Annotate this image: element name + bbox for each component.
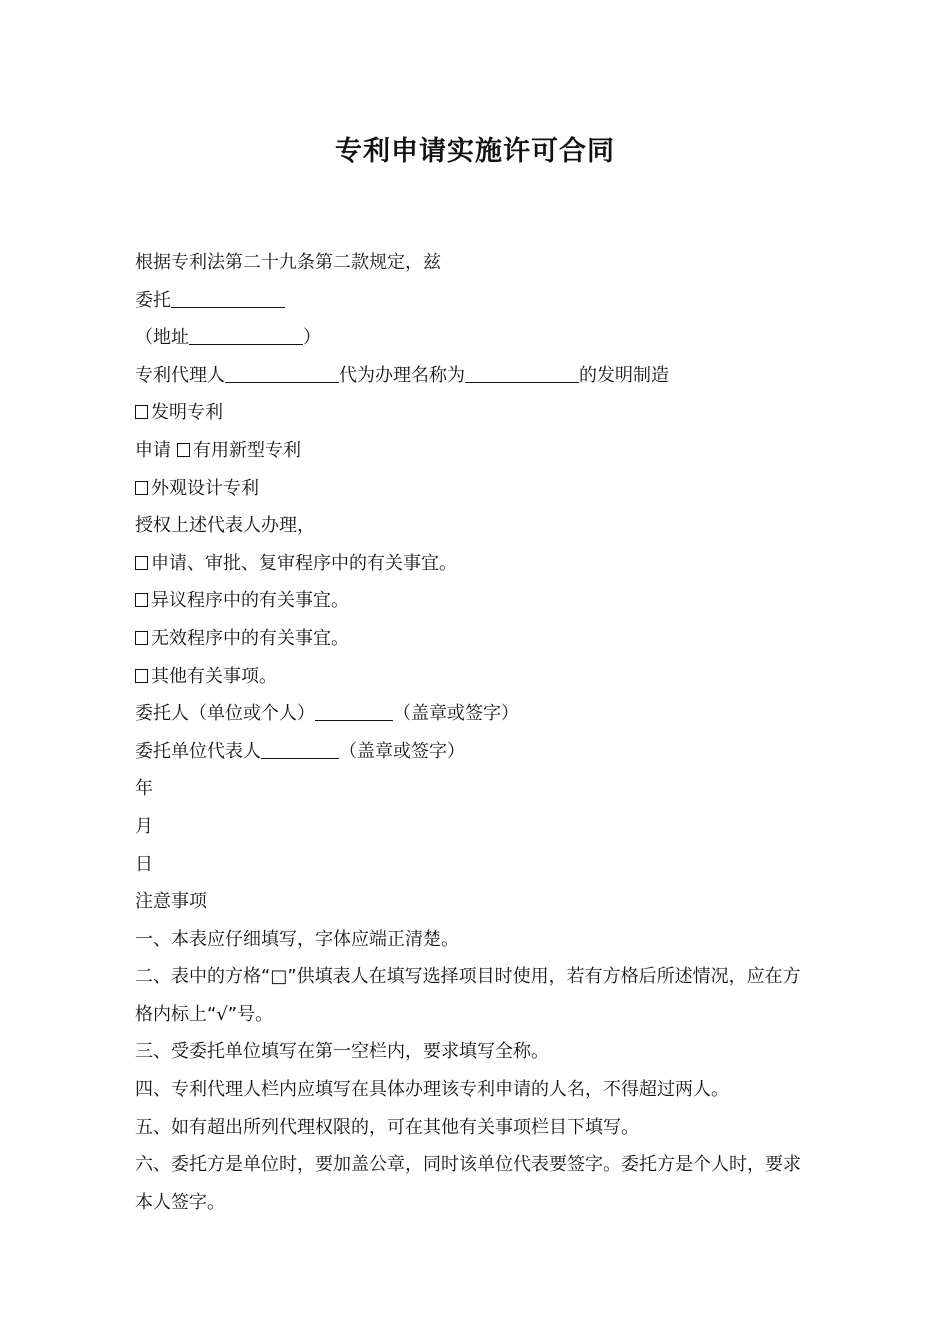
note-item: 六、委托方是单位时，要加盖公章，同时该单位代表要签字。委托方是个人时，要求本人签字。 xyxy=(135,1154,801,1213)
item-invalid-line xyxy=(135,620,815,658)
checkbox-objection[interactable] xyxy=(135,593,148,607)
year-label: 年 xyxy=(135,778,153,800)
address-line xyxy=(135,319,815,357)
note-item: 一、本表应仔细填写，字体应端正清楚。 xyxy=(135,928,459,950)
checkbox-invention[interactable] xyxy=(135,405,148,419)
agent-prefix: 专利代理人 xyxy=(135,364,225,386)
day-label: 日 xyxy=(135,853,153,875)
invention-name-field[interactable] xyxy=(465,362,579,383)
authorize-line: 授权上述代表人办理， xyxy=(135,515,315,537)
rep-seal: （盖章或签字） xyxy=(339,740,465,762)
item-apply-line xyxy=(135,545,815,583)
type-invention-label: 发明专利 xyxy=(151,402,223,424)
address-field[interactable] xyxy=(189,324,303,345)
type-design-line xyxy=(135,470,815,508)
client-signature-field[interactable] xyxy=(315,700,393,721)
client-line xyxy=(135,695,815,733)
month-label: 月 xyxy=(135,815,153,837)
entrust-line xyxy=(135,282,815,320)
rep-line xyxy=(135,733,815,771)
notes-heading: 注意事项 xyxy=(135,891,207,913)
agent-middle: 代为办理名称为 xyxy=(339,364,465,386)
checkbox-other[interactable] xyxy=(135,669,148,683)
document-body xyxy=(135,244,815,1221)
note-item: 二、表中的方格“□”供填表人在填写选择项目时使用，若有方格后所述情况，应在方格内标上“√”号。 xyxy=(135,966,801,1025)
entrust-label: 委托 xyxy=(135,289,171,311)
note-item: 四、专利代理人栏内应填写在具体办理该专利申请的人名，不得超过两人。 xyxy=(135,1079,729,1101)
agent-line xyxy=(135,357,815,395)
type-invention-line xyxy=(135,394,815,432)
agent-suffix: 的发明制造 xyxy=(579,364,669,386)
note-item: 三、受委托单位填写在第一空栏内，要求填写全称。 xyxy=(135,1041,549,1063)
checkbox-invalid[interactable] xyxy=(135,631,148,645)
client-label: 委托人（单位或个人） xyxy=(135,703,315,725)
rep-signature-field[interactable] xyxy=(261,738,339,759)
entrusted-party-field[interactable] xyxy=(171,287,285,308)
type-design-label: 外观设计专利 xyxy=(151,477,259,499)
type-utility-label: 有用新型专利 xyxy=(193,439,301,461)
patent-agent-field[interactable] xyxy=(225,362,339,383)
address-open: （地址 xyxy=(135,327,189,349)
rep-label: 委托单位代表人 xyxy=(135,740,261,762)
intro-line: 根据专利法第二十九条第二款规定，兹 xyxy=(135,252,441,273)
item-objection-label: 异议程序中的有关事宜。 xyxy=(151,590,349,612)
item-invalid-label: 无效程序中的有关事宜。 xyxy=(151,627,349,649)
checkbox-design[interactable] xyxy=(135,481,148,495)
apply-label: 申请 xyxy=(135,439,171,461)
document-title: 专利申请实施许可合同 xyxy=(335,136,615,167)
type-utility-line xyxy=(135,432,815,470)
item-objection-line xyxy=(135,582,815,620)
checkbox-apply[interactable] xyxy=(135,556,148,570)
client-seal: （盖章或签字） xyxy=(393,703,519,725)
item-other-line xyxy=(135,658,815,696)
item-other-label: 其他有关事项。 xyxy=(151,665,277,687)
address-close: ） xyxy=(303,327,321,349)
item-apply-label: 申请、审批、复审程序中的有关事宜。 xyxy=(151,552,457,574)
checkbox-utility[interactable] xyxy=(177,443,190,457)
note-item: 五、如有超出所列代理权限的，可在其他有关事项栏目下填写。 xyxy=(135,1116,639,1138)
